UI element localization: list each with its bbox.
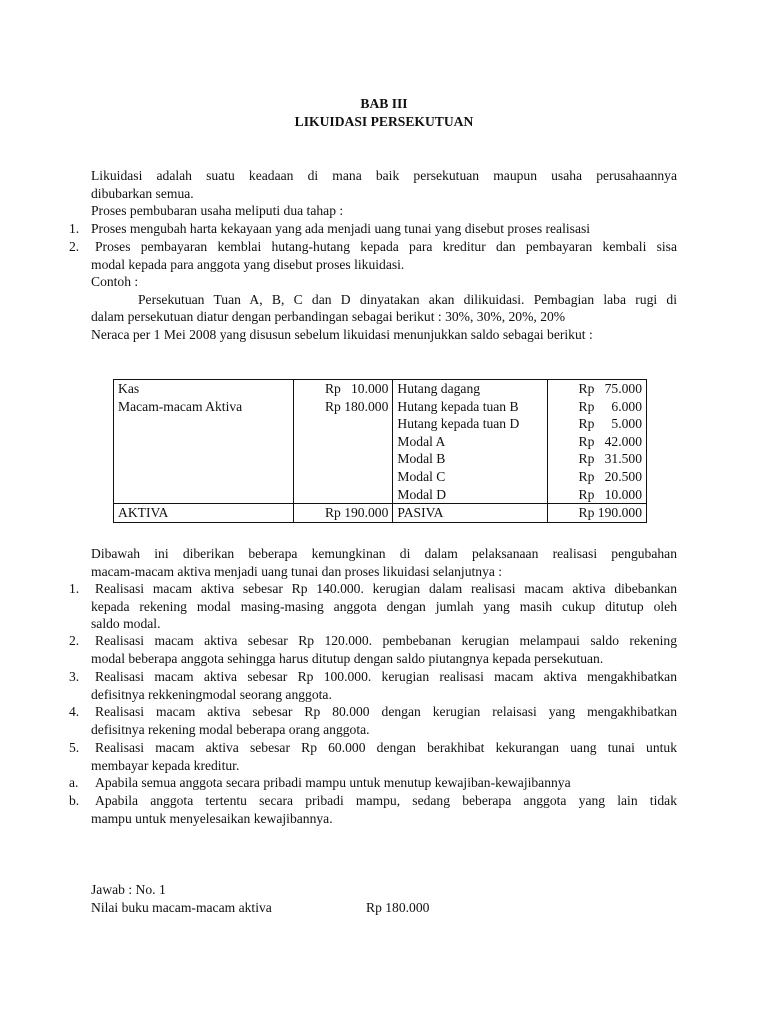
total-liabilities-value: Rp 190.000 <box>548 504 647 523</box>
balance-body-row <box>114 380 647 504</box>
liability-name: Modal C <box>397 468 446 484</box>
liability-value: Rp 6.000 <box>578 398 642 414</box>
scenarios-intro-line: Dibawah ini diberikan beberapa kemungkinan di dalam pelaksanaan realisasi pengubahan <box>91 546 677 561</box>
step-text: Proses pembayaran kemblai hutang-hutang kepada para kreditur dan pembayaran kembali sisa <box>95 239 677 254</box>
scenario-letter: a. <box>69 775 79 790</box>
scenario-text: Apabila anggota tertentu secara pribadi mampu, sedang beberapa anggota yang lain tidak <box>95 793 677 808</box>
scenario-text: modal beberapa anggota sehingga harus ditutup dengan saldo piutangnya kepada persekutuan. <box>91 650 604 666</box>
scenario-text: defisitnya rekening modal beberapa orang anggota. <box>91 721 370 737</box>
scenario-number: 2. <box>69 633 80 648</box>
liability-name: Modal B <box>397 451 446 467</box>
scenario-text: Realisasi macam aktiva sebesar Rp 120.000. pembebanan kerugian melampaui saldo rekening <box>95 633 677 648</box>
example-text: Neraca per 1 Mei 2008 yang disusun sebelum likuidasi menunjukkan saldo sebagai berikut : <box>91 326 593 342</box>
scenario-item <box>91 792 677 827</box>
example-text: Persekutuan Tuan A, B, C dan D dinyatakan akan dilikuidasi. Pembagian laba rugi di <box>138 291 677 307</box>
scenario-text: Realisasi macam aktiva sebesar Rp 140.000. kerugian dalam realisasi macam aktiva dibebankan <box>95 581 677 596</box>
scenario-item <box>91 739 677 774</box>
answer-label: Jawab : No. 1 <box>91 882 166 897</box>
liability-name: Modal D <box>397 486 447 502</box>
step-text: Proses mengubah harta kekayaan yang ada menjadi uang tunai yang disebut proses realisasi <box>91 221 591 236</box>
scenario-letter: b. <box>69 793 80 808</box>
scenario-text: defisitnya rekkeningmodal seorang anggota. <box>91 686 332 702</box>
total-liabilities-label: PASIVA <box>393 504 548 523</box>
scenario-number: 5. <box>69 740 80 755</box>
scenario-number: 1. <box>69 581 80 596</box>
process-intro: Proses pembubaran usaha meliputi dua tahap : <box>91 203 344 219</box>
asset-name: Macam-macam Aktiva <box>118 398 243 414</box>
scenario-item <box>91 703 677 738</box>
balance-sheet-table <box>113 379 647 523</box>
assets-values-cell <box>293 380 393 504</box>
scenario-number: 3. <box>69 669 80 684</box>
scenario-text: Realisasi macam aktiva sebesar Rp 80.000 dengan kerugian relaisasi yang mengakhibatkan <box>95 704 677 719</box>
scenario-number: 4. <box>69 704 80 719</box>
intro-paragraph <box>91 167 677 220</box>
scenario-text: Realisasi macam aktiva sebesar Rp 100.000. kerugian realisasi macam aktiva mengakhibatkan <box>95 669 677 684</box>
total-assets-label: AKTIVA <box>114 504 294 523</box>
balance-total-row <box>114 504 647 523</box>
liability-value: Rp 75.000 <box>578 381 642 396</box>
scenario-text: mampu untuk menyelesaikan kewajibannya. <box>91 810 333 826</box>
liability-name: Hutang kepada tuan B <box>397 398 519 414</box>
intro-line: dibubarkan semua. <box>91 185 194 201</box>
liabilities-names-cell <box>393 380 548 504</box>
scenario-item <box>91 774 677 792</box>
page-title: LIKUIDASI PERSEKUTUAN <box>294 114 474 129</box>
example-text: dalam persekutuan diatur dengan perbandingan sebagai berikut : 30%, 30%, 20%, 20% <box>91 309 566 325</box>
liability-name: Hutang kepada tuan D <box>397 416 520 432</box>
liability-value: Rp 31.500 <box>578 451 642 467</box>
liability-name: Modal A <box>397 433 446 449</box>
answer-row-label: Nilai buku macam-macam aktiva <box>91 900 272 915</box>
scenarios-intro <box>91 545 677 580</box>
chapter-heading: BAB III <box>360 96 408 111</box>
step-item <box>91 238 677 273</box>
assets-names-cell <box>114 380 294 504</box>
liability-value: Rp 5.000 <box>578 416 642 432</box>
asset-value: Rp 10.000 <box>324 381 389 396</box>
scenario-text: membayar kepada kreditur. <box>91 757 240 773</box>
scenario-item <box>91 580 677 633</box>
step-number: 1. <box>69 221 80 236</box>
step-number: 2. <box>69 239 80 254</box>
scenario-text: Apabila semua anggota secara pribadi mampu untuk menutup kewajiban-kewajibannya <box>95 775 571 790</box>
step-text: modal kepada para anggota yang disebut proses likuidasi. <box>91 256 405 272</box>
example-label: Contoh : <box>91 274 139 289</box>
scenarios-intro-line: macam-macam aktiva menjadi uang tunai dan proses likuidasi selanjutnya : <box>91 563 503 579</box>
liability-value: Rp 20.500 <box>578 468 642 484</box>
asset-name: Kas <box>118 381 140 396</box>
scenario-text: Realisasi macam aktiva sebesar Rp 60.000 dengan berakhibat kekurangan uang tunai untuk <box>95 740 677 755</box>
scenario-item <box>91 632 677 667</box>
scenario-item <box>91 668 677 703</box>
example-section <box>91 273 677 343</box>
total-assets-value: Rp 190.000 <box>293 504 393 523</box>
scenario-text: saldo modal. <box>91 616 161 632</box>
step-item <box>91 220 677 238</box>
liability-value: Rp 42.000 <box>578 433 642 449</box>
liability-name: Hutang dagang <box>397 381 481 396</box>
liabilities-values-cell <box>548 380 647 504</box>
scenario-text: kepada rekening modal masing-masing anggota dengan jumlah yang masih cukup ditutup oleh <box>91 598 677 614</box>
asset-value: Rp 180.000 <box>324 398 389 414</box>
answer-row-value: Rp 180.000 <box>366 900 430 915</box>
intro-line: Likuidasi adalah suatu keadaan di mana baik persekutuan maupun usaha perusahaannya <box>91 168 677 183</box>
liability-value: Rp 10.000 <box>578 486 642 502</box>
